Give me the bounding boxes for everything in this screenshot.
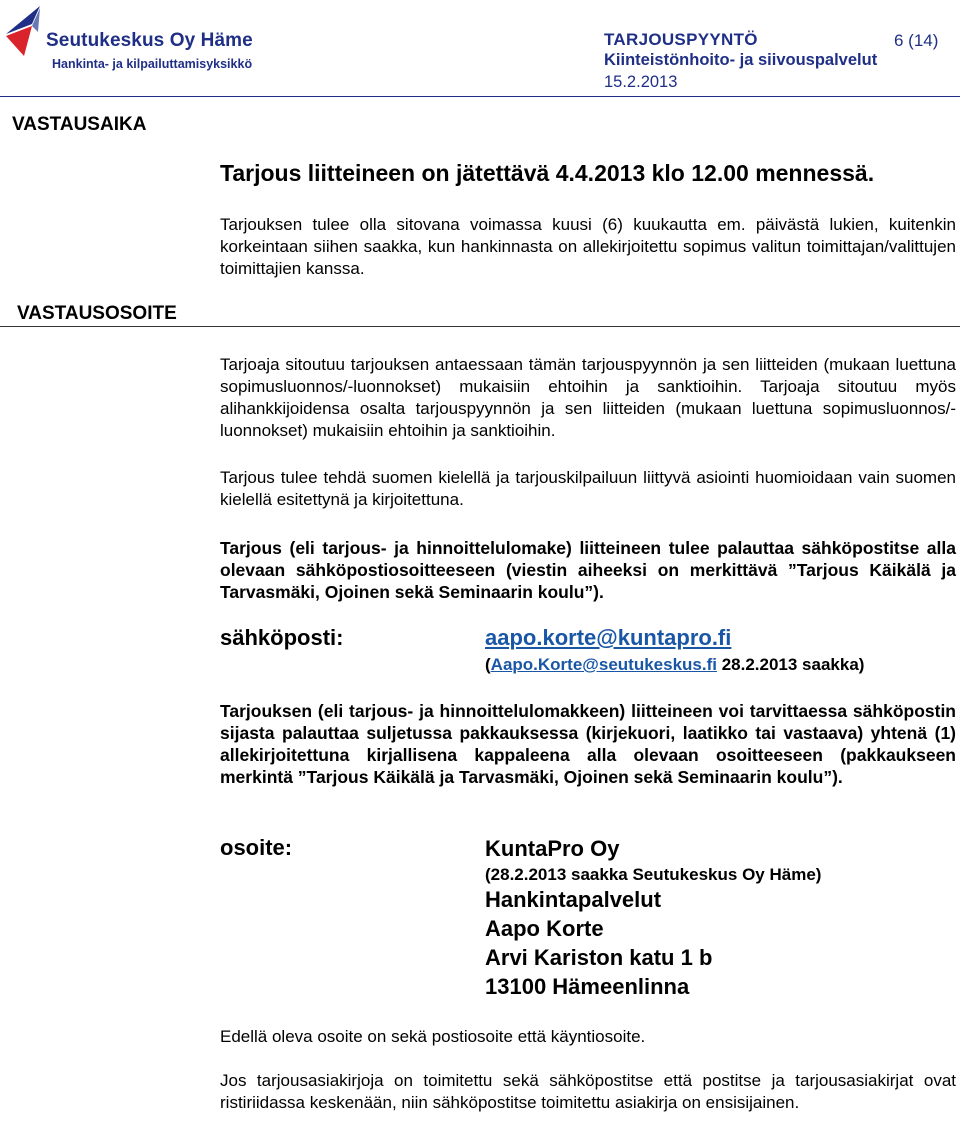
document-date: 15.2.2013 bbox=[604, 73, 678, 91]
language-paragraph: Tarjous tulee tehdä suomen kielellä ja tarjouskilpailuun liittyvä asiointi huomioidaan vain suomen kielellä esitettynä ja kirjoitettuna. bbox=[220, 468, 956, 509]
old-email-suffix: 28.2.2013 saakka) bbox=[716, 655, 865, 674]
brand-subtitle: Hankinta- ja kilpailuttamisyksikkö bbox=[52, 57, 253, 71]
header-divider bbox=[0, 96, 960, 97]
old-email-open: ( bbox=[485, 655, 491, 674]
validity-paragraph: Tarjouksen tulee olla sitovana voimassa kuusi (6) kuukautta em. päivästä lukien, kuitenkin korkeintaan siihen saakka, kun hankinnasta on allekirjoitettu sopimus valitun toimittajan/valittujen toimittajien kanssa. bbox=[220, 215, 956, 278]
address-previous: (28.2.2013 saakka Seutukeskus Oy Häme) bbox=[485, 865, 822, 884]
email-link[interactable]: aapo.korte@kuntapro.fi bbox=[485, 625, 732, 650]
email-instruction-paragraph: Tarjous (eli tarjous- ja hinnoittelulomake) liitteineen tulee palauttaa sähköpostitse alla olevaan sähköpostiosoitteeseen (viestin aiheeksi on merkittävä ”Tarjous Käikälä ja Tarvasmäki, Ojoinen sekä Seminaarin koulu”). bbox=[220, 538, 956, 602]
paper-instruction-paragraph: Tarjouksen (eli tarjous- ja hinnoittelulomakkeen) liitteineen voi tarvittaessa sähköpostin sijasta palauttaa suljetussa pakkauksessa (kirjekuori, laatikko tai vastaava) yhtenä (1) allekirjoitettuna kirjallisena kappaleena alla olevaan osoitteeseen (pakkaukseen merkintä ”Tarjous Käikälä ja Tarvasmäki, Ojoinen sekä Seminaarin koulu”). bbox=[220, 701, 956, 787]
address-label: osoite: bbox=[220, 835, 293, 860]
seutukeskus-logo-icon bbox=[2, 2, 50, 58]
address-street: Arvi Kariston katu 1 b bbox=[485, 945, 713, 970]
submission-deadline: Tarjous liitteineen on jätettävä 4.4.2013 klo 12.00 mennessä. bbox=[220, 160, 875, 186]
address-person: Aapo Korte bbox=[485, 916, 604, 941]
address-department: Hankintapalvelut bbox=[485, 887, 662, 912]
email-label: sähköposti: bbox=[220, 625, 344, 650]
page-number: 6 (14) bbox=[894, 31, 939, 50]
address-company: KuntaPro Oy bbox=[485, 836, 620, 861]
address-note-paragraph: Edellä oleva osoite on sekä postiosoite että käyntiosoite. bbox=[220, 1027, 646, 1046]
commitment-paragraph: Tarjoaja sitoutuu tarjouksen antaessaan tämän tarjouspyynnön ja sen liitteiden (mukaan luettuna sopimusluonnos/-luonnokset) mukaisiin ehtoihin ja sanktioihin. Tarjoaja sitoutuu myös alihankkijoidensa osalta tarjouspyynnön ja sen liitteiden (mukaan luettuna sopimusluonnos/-luonnokset) mukaisiin ehtoihin ja sanktioihin. bbox=[220, 355, 956, 440]
document-subject: Kiinteistönhoito- ja siivouspalvelut bbox=[604, 51, 878, 69]
section-divider bbox=[0, 326, 960, 327]
section-label-response-address: VASTAUSOSOITE bbox=[17, 303, 177, 324]
old-email-link[interactable]: Aapo.Korte@seutukeskus.fi bbox=[490, 655, 717, 674]
document-title: TARJOUSPYYNTÖ bbox=[604, 30, 758, 49]
brand-name: Seutukeskus Oy Häme bbox=[46, 30, 253, 51]
section-label-response-time: VASTAUSAIKA bbox=[12, 114, 147, 135]
old-email-note bbox=[485, 655, 864, 675]
address-city: 13100 Hämeenlinna bbox=[485, 974, 690, 999]
delivery-conflict-paragraph: Jos tarjousasiakirjoja on toimitettu sekä sähköpostitse että postitse ja tarjousasiakirjat ovat ristiriidassa keskenään, niin sähköpostitse toimitettu asiakirja on ensisijainen. bbox=[220, 1071, 956, 1112]
